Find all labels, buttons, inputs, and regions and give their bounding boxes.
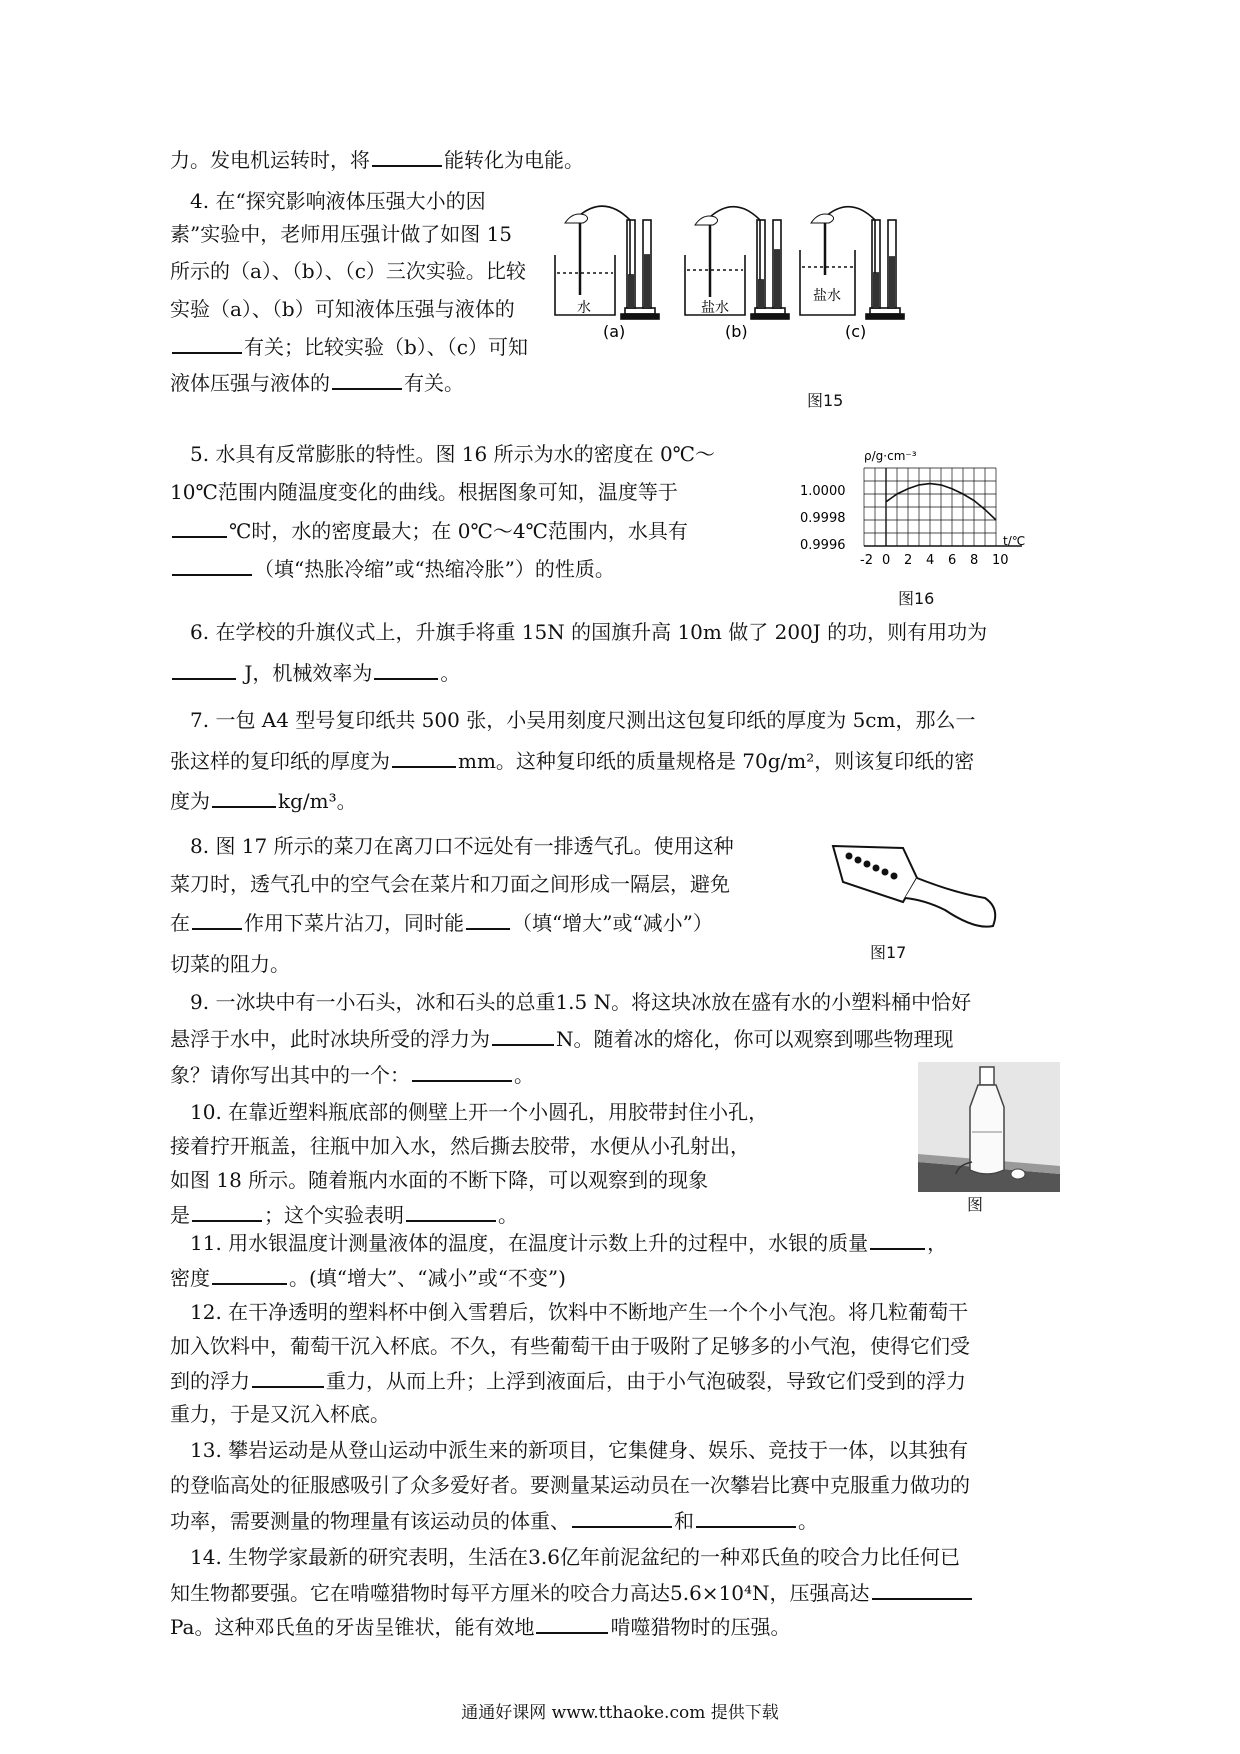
q4-line6: 液体压强与液体的 有关。 (170, 371, 464, 395)
chart-ylabel: ρ/g·cm⁻³ (864, 449, 917, 463)
q8-line4: 切菜的阻力。 (170, 952, 290, 976)
figure-17-knife (825, 838, 1005, 938)
q12-line3: 到的浮力 重力，从而上升；上浮到液面后，由于小气泡破裂，导致它们受到的浮力 (170, 1369, 966, 1393)
q5-line2: 10℃范围内随温度变化的曲线。根据图象可知，温度等于 (170, 480, 678, 504)
q9-line3: 象？请你写出其中的一个： 。 (170, 1063, 534, 1087)
answer-blank[interactable] (172, 334, 242, 354)
q13-line2: 的登临高处的征服感吸引了众多爱好者。要测量某运动员在一次攀岩比赛中克服重力做功的 (170, 1473, 970, 1497)
answer-blank[interactable] (332, 370, 402, 390)
xtick-label: 8 (970, 553, 979, 568)
q5-line4: （填“热胀冷缩”或“热缩冷胀”）的性质。 (170, 556, 615, 581)
answer-blank[interactable] (572, 1508, 672, 1528)
xtick-label: 10 (992, 553, 1009, 568)
chart-xlabel: t/℃ (1003, 534, 1026, 548)
figure-18-caption: 图 (967, 1195, 984, 1214)
xtick-label: -2 (860, 553, 873, 568)
q10-line3: 如图 18 所示。随着瓶内水面的不断下降，可以观察到的现象 (170, 1168, 709, 1192)
q5-line1: 5. 水具有反常膨胀的特性。图 16 所示为水的密度在 0℃～ (190, 442, 716, 466)
answer-blank[interactable] (212, 788, 276, 808)
q12-line1: 12. 在干净透明的塑料杯中倒入雪碧后，饮料中不断地产生一个个小气泡。将几粒葡萄干 (190, 1300, 969, 1324)
q12-line4: 重力，于是又沉入杯底。 (170, 1402, 390, 1426)
ytick-label: 0.9996 (800, 538, 846, 553)
q11-line1: 11. 用水银温度计测量液体的温度，在温度计示数上升的过程中，水银的质量 ， (190, 1231, 948, 1255)
answer-blank[interactable] (492, 1026, 554, 1046)
q8-line1: 8. 图 17 所示的菜刀在离刀口不远处有一排透气孔。使用这种 (190, 834, 734, 858)
answer-blank[interactable] (192, 1202, 262, 1222)
answer-blank[interactable] (192, 910, 242, 930)
fig15-liquid-b: 盐水 (701, 300, 729, 316)
q10-line1: 10. 在靠近塑料瓶底部的侧壁上开一个小圆孔，用胶带封住小孔， (190, 1100, 769, 1124)
ytick-label: 1.0000 (800, 484, 846, 499)
q7-line2: 张这样的复印纸的厚度为 mm。这种复印纸的质量规格是 70g/m²，则该复印纸的密 (170, 749, 975, 773)
answer-blank[interactable] (466, 910, 510, 930)
figure-17-caption: 图17 (870, 943, 907, 962)
xtick-label: 0 (882, 553, 891, 568)
figure-16-density-chart (800, 446, 1055, 576)
q14-line3: Pa。这种邓氏鱼的牙齿呈锥状，能有效地 啃噬猎物时的压强。 (170, 1615, 791, 1639)
footer-source: 通通好课网 www.tthaoke.com 提供下载 (461, 1703, 779, 1723)
q4-line2: 素”实验中，老师用压强计做了如图 15 (170, 222, 513, 246)
figure-15-caption: 图15 (807, 391, 844, 410)
q14-line1: 14. 生物学家最新的研究表明，生活在3.6亿年前泥盆纪的一种邓氏鱼的咬合力比任何已 (190, 1545, 960, 1569)
q10-line4: 是 ；这个实验表明 。 (170, 1203, 518, 1227)
q8-line3: 在 作用下菜片沾刀，同时能 （填“增大”或“减小”） (170, 911, 713, 935)
figure-15-pressure-gauge (535, 195, 925, 370)
q5-line3: ℃时，水的密度最大；在 0℃～4℃范围内，水具有 (170, 518, 688, 543)
answer-blank[interactable] (872, 1580, 972, 1600)
q13-line1: 13. 攀岩运动是从登山运动中派生来的新项目，它集健身、娱乐、竞技于一体，以其独有 (190, 1438, 969, 1462)
answer-blank[interactable] (392, 748, 456, 768)
answer-blank[interactable] (372, 147, 442, 167)
answer-blank[interactable] (870, 1230, 925, 1250)
q7-line1: 7. 一包 A4 型号复印纸共 500 张，小吴用刻度尺测出这包复印纸的厚度为 5cm，那么一 (190, 708, 976, 732)
q6-line2: J，机械效率为 。 (170, 660, 460, 685)
q10-line2: 接着拧开瓶盖，往瓶中加入水，然后撕去胶带，水便从小孔射出， (170, 1134, 750, 1158)
q4-line3: 所示的（a）、（b）、（c）三次实验。比较 (170, 259, 526, 283)
q9-line2: 悬浮于水中，此时冰块所受的浮力为 N。随着冰的熔化，你可以观察到哪些物理现 (170, 1027, 954, 1051)
fig15-liquid-a: 水 (577, 300, 591, 316)
answer-blank[interactable] (172, 660, 236, 680)
fig15-label-b: (b) (725, 322, 748, 341)
xtick-label: 2 (904, 553, 913, 568)
answer-blank[interactable] (212, 1265, 287, 1285)
xtick-label: 6 (948, 553, 957, 568)
fig15-label-a: (a) (603, 322, 626, 341)
figure-16-caption: 图16 (898, 589, 935, 608)
answer-blank[interactable] (412, 1062, 512, 1082)
fig15-liquid-c: 盐水 (813, 288, 841, 304)
q4-line5: 有关；比较实验（b）、（c）可知 (170, 334, 528, 359)
q12-line2: 加入饮料中，葡萄干沉入杯底。不久，有些葡萄干由于吸附了足够多的小气泡，使得它们受 (170, 1334, 970, 1358)
q13-line3: 功率，需要测量的物理量有该运动员的体重、 和 。 (170, 1509, 818, 1533)
q4-line1: 4. 在“探究影响液体压强大小的因 (190, 189, 486, 213)
q6-line1: 6. 在学校的升旗仪式上，升旗手将重 15N 的国旗升高 10m 做了 200J 的功，则有用功为 (190, 620, 988, 644)
answer-blank[interactable] (374, 660, 438, 680)
xtick-label: 4 (926, 553, 935, 568)
q4-line4: 实验（a）、（b）可知液体压强与液体的 (170, 297, 515, 321)
fig15-label-c: (c) (845, 322, 867, 341)
q8-line2: 菜刀时，透气孔中的空气会在菜片和刀面之间形成一隔层，避免 (170, 872, 730, 896)
answer-blank[interactable] (172, 556, 252, 576)
q11-line2: 密度 。(填“增大”、“减小”或“不变”) (170, 1266, 566, 1290)
answer-blank[interactable] (406, 1202, 496, 1222)
figure-18-bottle-photo (918, 1062, 1060, 1192)
q9-line1: 9. 一冰块中有一小石头，冰和石头的总重1.5 N。将这块冰放在盛有水的小塑料桶中恰好 (190, 990, 972, 1014)
ytick-label: 0.9998 (800, 511, 846, 526)
q14-line2: 知生物都要强。它在啃噬猎物时每平方厘米的咬合力高达5.6×10⁴N，压强高达 (170, 1580, 974, 1605)
q3-line: 力。发电机运转时，将 能转化为电能。 (170, 148, 584, 172)
q7-line3: 度为 kg/m³。 (170, 789, 357, 813)
answer-blank[interactable] (696, 1508, 796, 1528)
answer-blank[interactable] (172, 518, 227, 538)
answer-blank[interactable] (536, 1614, 608, 1634)
answer-blank[interactable] (252, 1368, 324, 1388)
